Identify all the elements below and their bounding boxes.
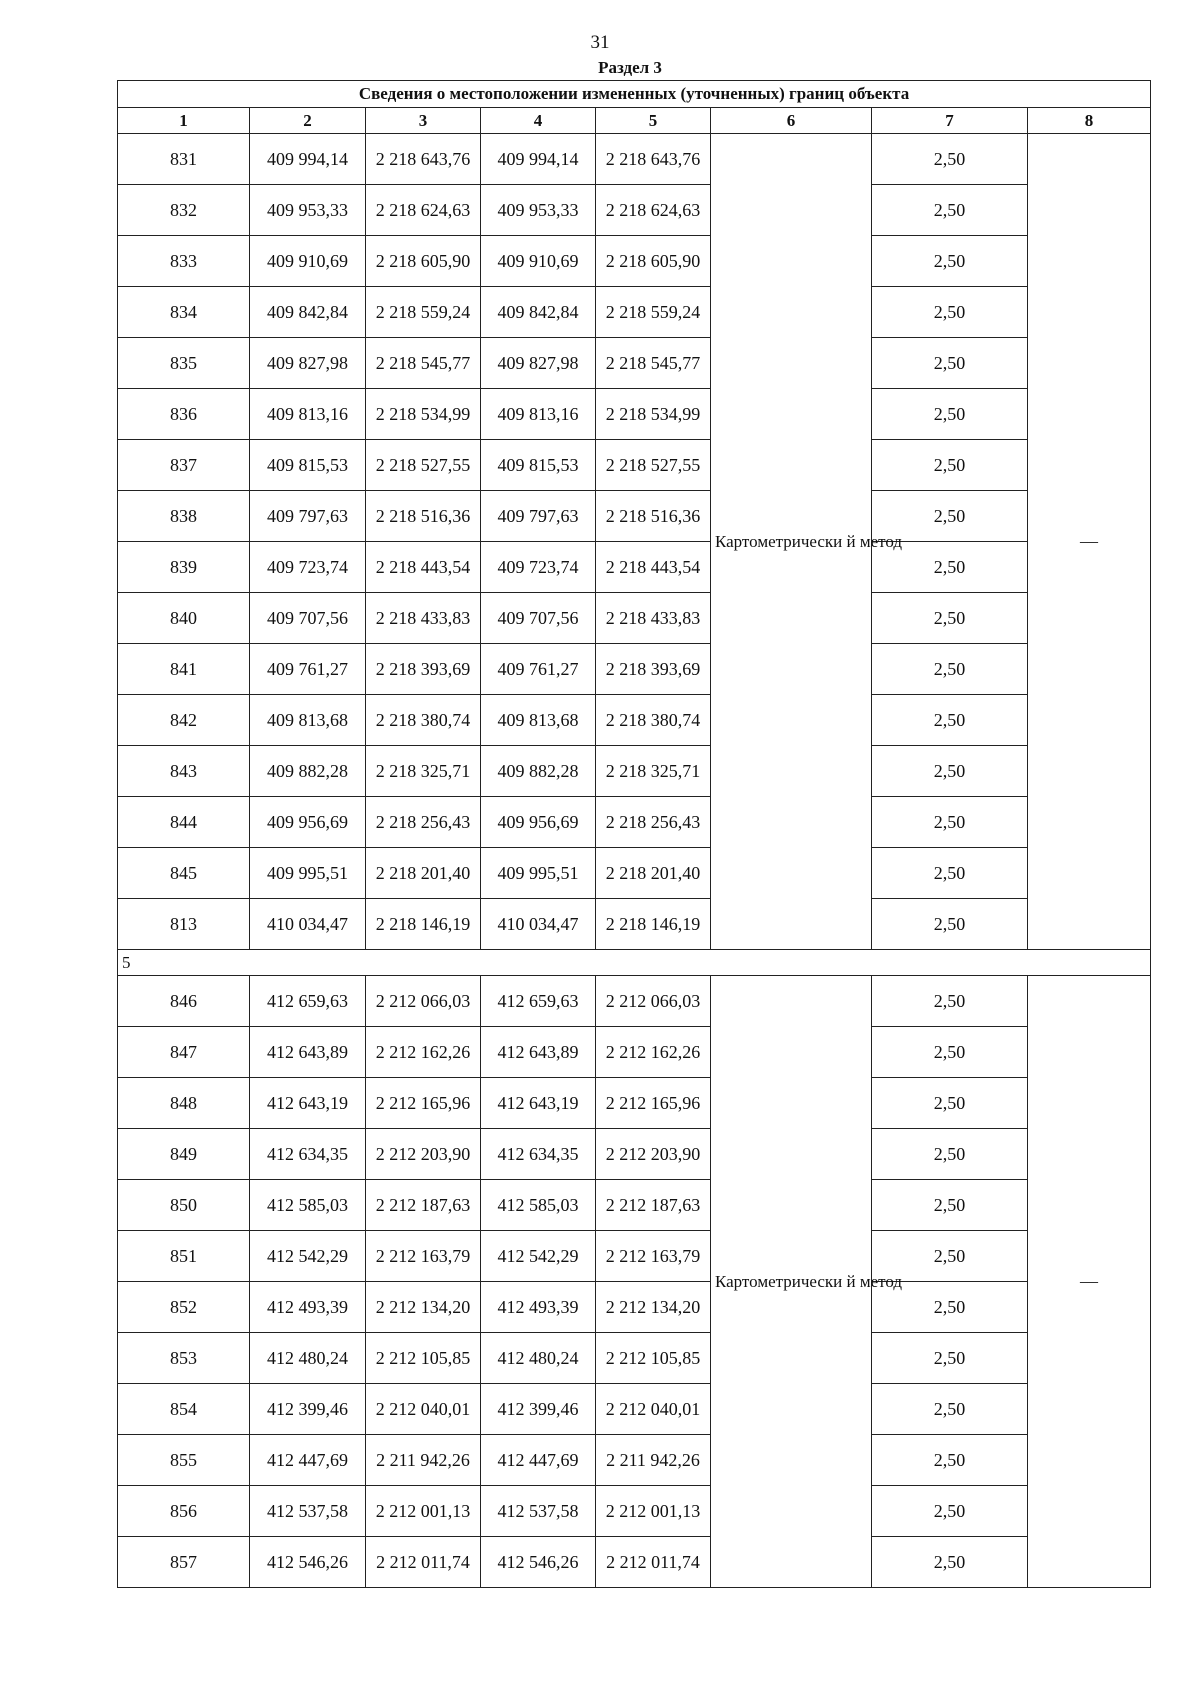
x-existing-cell: 412 542,29 bbox=[250, 1231, 366, 1282]
x-new-cell: 412 643,89 bbox=[481, 1027, 596, 1078]
accuracy-cell: 2,50 bbox=[872, 440, 1028, 491]
table-row bbox=[118, 542, 1151, 593]
x-new-cell: 409 994,14 bbox=[481, 134, 596, 185]
section-title: Раздел 3 bbox=[598, 58, 662, 77]
y-new-cell: 2 212 165,96 bbox=[596, 1078, 711, 1129]
table-row bbox=[118, 1537, 1151, 1588]
x-new-cell: 412 480,24 bbox=[481, 1333, 596, 1384]
y-existing-cell: 2 212 040,01 bbox=[366, 1384, 481, 1435]
x-existing-cell: 412 585,03 bbox=[250, 1180, 366, 1231]
table-caption-row bbox=[118, 81, 1151, 108]
point-number-cell: 841 bbox=[118, 644, 250, 695]
x-new-cell: 412 643,19 bbox=[481, 1078, 596, 1129]
table-row bbox=[118, 1078, 1151, 1129]
accuracy-cell: 2,50 bbox=[872, 1231, 1028, 1282]
column-header: 7 bbox=[872, 108, 1028, 134]
table-caption: Сведения о местоположении измененных (уточненных) границ объекта bbox=[118, 81, 1151, 108]
x-existing-cell: 410 034,47 bbox=[250, 899, 366, 950]
x-existing-cell: 409 813,68 bbox=[250, 695, 366, 746]
point-number-cell: 837 bbox=[118, 440, 250, 491]
point-number-cell: 847 bbox=[118, 1027, 250, 1078]
y-existing-cell: 2 218 325,71 bbox=[366, 746, 481, 797]
x-existing-cell: 412 546,26 bbox=[250, 1537, 366, 1588]
y-new-cell: 2 211 942,26 bbox=[596, 1435, 711, 1486]
x-new-cell: 409 723,74 bbox=[481, 542, 596, 593]
table-row bbox=[118, 1027, 1151, 1078]
accuracy-cell: 2,50 bbox=[872, 976, 1028, 1027]
accuracy-cell: 2,50 bbox=[872, 491, 1028, 542]
accuracy-cell: 2,50 bbox=[872, 185, 1028, 236]
accuracy-cell: 2,50 bbox=[872, 236, 1028, 287]
x-existing-cell: 409 723,74 bbox=[250, 542, 366, 593]
x-existing-cell: 409 882,28 bbox=[250, 746, 366, 797]
x-new-cell: 409 797,63 bbox=[481, 491, 596, 542]
y-new-cell: 2 212 040,01 bbox=[596, 1384, 711, 1435]
x-existing-cell: 412 447,69 bbox=[250, 1435, 366, 1486]
y-existing-cell: 2 212 187,63 bbox=[366, 1180, 481, 1231]
table-body bbox=[118, 134, 1151, 1588]
description-cell: — bbox=[1028, 134, 1151, 950]
point-number-cell: 855 bbox=[118, 1435, 250, 1486]
accuracy-cell: 2,50 bbox=[872, 542, 1028, 593]
point-number-cell: 843 bbox=[118, 746, 250, 797]
accuracy-cell: 2,50 bbox=[872, 1027, 1028, 1078]
table-row bbox=[118, 593, 1151, 644]
point-number-cell: 831 bbox=[118, 134, 250, 185]
y-new-cell: 2 218 380,74 bbox=[596, 695, 711, 746]
table-row bbox=[118, 1282, 1151, 1333]
x-new-cell: 409 995,51 bbox=[481, 848, 596, 899]
accuracy-cell: 2,50 bbox=[872, 1384, 1028, 1435]
x-new-cell: 409 815,53 bbox=[481, 440, 596, 491]
point-number-cell: 844 bbox=[118, 797, 250, 848]
table-row bbox=[118, 338, 1151, 389]
group-label: 5 bbox=[118, 950, 1151, 976]
table-row bbox=[118, 287, 1151, 338]
column-header: 8 bbox=[1028, 108, 1151, 134]
accuracy-cell: 2,50 bbox=[872, 1129, 1028, 1180]
point-number-cell: 854 bbox=[118, 1384, 250, 1435]
point-number-cell: 848 bbox=[118, 1078, 250, 1129]
y-new-cell: 2 218 516,36 bbox=[596, 491, 711, 542]
table-row bbox=[118, 1384, 1151, 1435]
y-existing-cell: 2 218 516,36 bbox=[366, 491, 481, 542]
point-number-cell: 838 bbox=[118, 491, 250, 542]
x-new-cell: 412 537,58 bbox=[481, 1486, 596, 1537]
column-header: 6 bbox=[711, 108, 872, 134]
table-row bbox=[118, 797, 1151, 848]
y-new-cell: 2 212 066,03 bbox=[596, 976, 711, 1027]
x-existing-cell: 409 815,53 bbox=[250, 440, 366, 491]
table-row bbox=[118, 746, 1151, 797]
x-existing-cell: 409 956,69 bbox=[250, 797, 366, 848]
y-existing-cell: 2 212 163,79 bbox=[366, 1231, 481, 1282]
y-new-cell: 2 218 527,55 bbox=[596, 440, 711, 491]
y-new-cell: 2 218 624,63 bbox=[596, 185, 711, 236]
table-row bbox=[118, 644, 1151, 695]
x-new-cell: 412 493,39 bbox=[481, 1282, 596, 1333]
table-row bbox=[118, 389, 1151, 440]
table-row bbox=[118, 440, 1151, 491]
x-new-cell: 409 953,33 bbox=[481, 185, 596, 236]
y-existing-cell: 2 212 066,03 bbox=[366, 976, 481, 1027]
group-row bbox=[118, 950, 1151, 976]
y-existing-cell: 2 212 203,90 bbox=[366, 1129, 481, 1180]
point-number-cell: 836 bbox=[118, 389, 250, 440]
x-new-cell: 409 910,69 bbox=[481, 236, 596, 287]
accuracy-cell: 2,50 bbox=[872, 1282, 1028, 1333]
x-new-cell: 409 813,16 bbox=[481, 389, 596, 440]
y-new-cell: 2 212 105,85 bbox=[596, 1333, 711, 1384]
x-existing-cell: 412 480,24 bbox=[250, 1333, 366, 1384]
point-number-cell: 840 bbox=[118, 593, 250, 644]
y-existing-cell: 2 218 605,90 bbox=[366, 236, 481, 287]
y-existing-cell: 2 211 942,26 bbox=[366, 1435, 481, 1486]
accuracy-cell: 2,50 bbox=[872, 1078, 1028, 1129]
x-existing-cell: 409 953,33 bbox=[250, 185, 366, 236]
point-number-cell: 832 bbox=[118, 185, 250, 236]
y-existing-cell: 2 218 545,77 bbox=[366, 338, 481, 389]
x-existing-cell: 412 634,35 bbox=[250, 1129, 366, 1180]
table-row bbox=[118, 695, 1151, 746]
x-new-cell: 409 882,28 bbox=[481, 746, 596, 797]
table-header-row bbox=[118, 108, 1151, 134]
column-header: 3 bbox=[366, 108, 481, 134]
accuracy-cell: 2,50 bbox=[872, 389, 1028, 440]
y-new-cell: 2 218 559,24 bbox=[596, 287, 711, 338]
y-new-cell: 2 218 545,77 bbox=[596, 338, 711, 389]
x-new-cell: 412 585,03 bbox=[481, 1180, 596, 1231]
y-existing-cell: 2 212 165,96 bbox=[366, 1078, 481, 1129]
point-number-cell: 834 bbox=[118, 287, 250, 338]
y-existing-cell: 2 218 534,99 bbox=[366, 389, 481, 440]
x-new-cell: 412 542,29 bbox=[481, 1231, 596, 1282]
y-existing-cell: 2 218 643,76 bbox=[366, 134, 481, 185]
point-number-cell: 851 bbox=[118, 1231, 250, 1282]
point-number-cell: 845 bbox=[118, 848, 250, 899]
x-new-cell: 412 634,35 bbox=[481, 1129, 596, 1180]
column-header: 4 bbox=[481, 108, 596, 134]
description-cell: — bbox=[1028, 976, 1151, 1588]
accuracy-cell: 2,50 bbox=[872, 1537, 1028, 1588]
y-existing-cell: 2 212 011,74 bbox=[366, 1537, 481, 1588]
column-header: 5 bbox=[596, 108, 711, 134]
point-number-cell: 813 bbox=[118, 899, 250, 950]
x-existing-cell: 409 797,63 bbox=[250, 491, 366, 542]
x-new-cell: 409 956,69 bbox=[481, 797, 596, 848]
point-number-cell: 853 bbox=[118, 1333, 250, 1384]
accuracy-cell: 2,50 bbox=[872, 593, 1028, 644]
point-number-cell: 850 bbox=[118, 1180, 250, 1231]
column-header: 1 bbox=[118, 108, 250, 134]
point-number-cell: 857 bbox=[118, 1537, 250, 1588]
x-existing-cell: 412 643,19 bbox=[250, 1078, 366, 1129]
x-new-cell: 412 447,69 bbox=[481, 1435, 596, 1486]
accuracy-cell: 2,50 bbox=[872, 746, 1028, 797]
accuracy-cell: 2,50 bbox=[872, 848, 1028, 899]
x-existing-cell: 412 537,58 bbox=[250, 1486, 366, 1537]
x-new-cell: 409 813,68 bbox=[481, 695, 596, 746]
accuracy-cell: 2,50 bbox=[872, 287, 1028, 338]
boundary-coordinates-table bbox=[117, 80, 1151, 1588]
y-existing-cell: 2 212 105,85 bbox=[366, 1333, 481, 1384]
table-row bbox=[118, 1231, 1151, 1282]
y-new-cell: 2 212 203,90 bbox=[596, 1129, 711, 1180]
table-row bbox=[118, 134, 1151, 185]
y-new-cell: 2 218 201,40 bbox=[596, 848, 711, 899]
x-existing-cell: 409 994,14 bbox=[250, 134, 366, 185]
y-new-cell: 2 212 163,79 bbox=[596, 1231, 711, 1282]
x-existing-cell: 409 813,16 bbox=[250, 389, 366, 440]
y-new-cell: 2 212 187,63 bbox=[596, 1180, 711, 1231]
y-existing-cell: 2 218 443,54 bbox=[366, 542, 481, 593]
y-existing-cell: 2 218 393,69 bbox=[366, 644, 481, 695]
y-new-cell: 2 218 534,99 bbox=[596, 389, 711, 440]
x-new-cell: 412 659,63 bbox=[481, 976, 596, 1027]
accuracy-cell: 2,50 bbox=[872, 695, 1028, 746]
point-number-cell: 839 bbox=[118, 542, 250, 593]
accuracy-cell: 2,50 bbox=[872, 644, 1028, 695]
x-existing-cell: 409 707,56 bbox=[250, 593, 366, 644]
accuracy-cell: 2,50 bbox=[872, 1435, 1028, 1486]
y-existing-cell: 2 218 433,83 bbox=[366, 593, 481, 644]
point-number-cell: 849 bbox=[118, 1129, 250, 1180]
point-number-cell: 846 bbox=[118, 976, 250, 1027]
y-existing-cell: 2 218 201,40 bbox=[366, 848, 481, 899]
point-number-cell: 833 bbox=[118, 236, 250, 287]
x-existing-cell: 409 995,51 bbox=[250, 848, 366, 899]
x-new-cell: 409 842,84 bbox=[481, 287, 596, 338]
accuracy-cell: 2,50 bbox=[872, 1333, 1028, 1384]
table-row bbox=[118, 236, 1151, 287]
x-existing-cell: 412 659,63 bbox=[250, 976, 366, 1027]
table-row bbox=[118, 1129, 1151, 1180]
accuracy-cell: 2,50 bbox=[872, 1486, 1028, 1537]
table-row bbox=[118, 1333, 1151, 1384]
y-existing-cell: 2 218 624,63 bbox=[366, 185, 481, 236]
y-existing-cell: 2 212 001,13 bbox=[366, 1486, 481, 1537]
y-existing-cell: 2 218 146,19 bbox=[366, 899, 481, 950]
point-number-cell: 852 bbox=[118, 1282, 250, 1333]
y-existing-cell: 2 218 527,55 bbox=[366, 440, 481, 491]
x-new-cell: 409 827,98 bbox=[481, 338, 596, 389]
table-row bbox=[118, 1180, 1151, 1231]
x-existing-cell: 412 493,39 bbox=[250, 1282, 366, 1333]
y-existing-cell: 2 218 559,24 bbox=[366, 287, 481, 338]
point-number-cell: 842 bbox=[118, 695, 250, 746]
y-existing-cell: 2 218 380,74 bbox=[366, 695, 481, 746]
method-cell: Картометрически й метод bbox=[711, 134, 872, 950]
y-existing-cell: 2 212 162,26 bbox=[366, 1027, 481, 1078]
y-existing-cell: 2 218 256,43 bbox=[366, 797, 481, 848]
y-new-cell: 2 212 162,26 bbox=[596, 1027, 711, 1078]
x-new-cell: 410 034,47 bbox=[481, 899, 596, 950]
y-new-cell: 2 218 643,76 bbox=[596, 134, 711, 185]
x-existing-cell: 409 910,69 bbox=[250, 236, 366, 287]
y-new-cell: 2 212 011,74 bbox=[596, 1537, 711, 1588]
y-new-cell: 2 218 256,43 bbox=[596, 797, 711, 848]
y-new-cell: 2 218 393,69 bbox=[596, 644, 711, 695]
accuracy-cell: 2,50 bbox=[872, 797, 1028, 848]
x-existing-cell: 412 399,46 bbox=[250, 1384, 366, 1435]
x-new-cell: 412 399,46 bbox=[481, 1384, 596, 1435]
point-number-cell: 835 bbox=[118, 338, 250, 389]
y-new-cell: 2 218 605,90 bbox=[596, 236, 711, 287]
x-new-cell: 409 761,27 bbox=[481, 644, 596, 695]
x-existing-cell: 409 842,84 bbox=[250, 287, 366, 338]
x-existing-cell: 412 643,89 bbox=[250, 1027, 366, 1078]
x-existing-cell: 409 827,98 bbox=[250, 338, 366, 389]
x-new-cell: 412 546,26 bbox=[481, 1537, 596, 1588]
y-new-cell: 2 218 325,71 bbox=[596, 746, 711, 797]
accuracy-cell: 2,50 bbox=[872, 134, 1028, 185]
method-cell: Картометрически й метод bbox=[711, 976, 872, 1588]
column-header: 2 bbox=[250, 108, 366, 134]
accuracy-cell: 2,50 bbox=[872, 899, 1028, 950]
accuracy-cell: 2,50 bbox=[872, 338, 1028, 389]
y-new-cell: 2 218 146,19 bbox=[596, 899, 711, 950]
table-row bbox=[118, 899, 1151, 950]
point-number-cell: 856 bbox=[118, 1486, 250, 1537]
table-row bbox=[118, 185, 1151, 236]
y-new-cell: 2 212 001,13 bbox=[596, 1486, 711, 1537]
table-row bbox=[118, 1486, 1151, 1537]
page-number: 31 bbox=[590, 32, 610, 53]
accuracy-cell: 2,50 bbox=[872, 1180, 1028, 1231]
table-row bbox=[118, 976, 1151, 1027]
table-row bbox=[118, 491, 1151, 542]
x-existing-cell: 409 761,27 bbox=[250, 644, 366, 695]
y-new-cell: 2 218 443,54 bbox=[596, 542, 711, 593]
table-row bbox=[118, 848, 1151, 899]
table-row bbox=[118, 1435, 1151, 1486]
y-new-cell: 2 212 134,20 bbox=[596, 1282, 711, 1333]
x-new-cell: 409 707,56 bbox=[481, 593, 596, 644]
y-new-cell: 2 218 433,83 bbox=[596, 593, 711, 644]
y-existing-cell: 2 212 134,20 bbox=[366, 1282, 481, 1333]
